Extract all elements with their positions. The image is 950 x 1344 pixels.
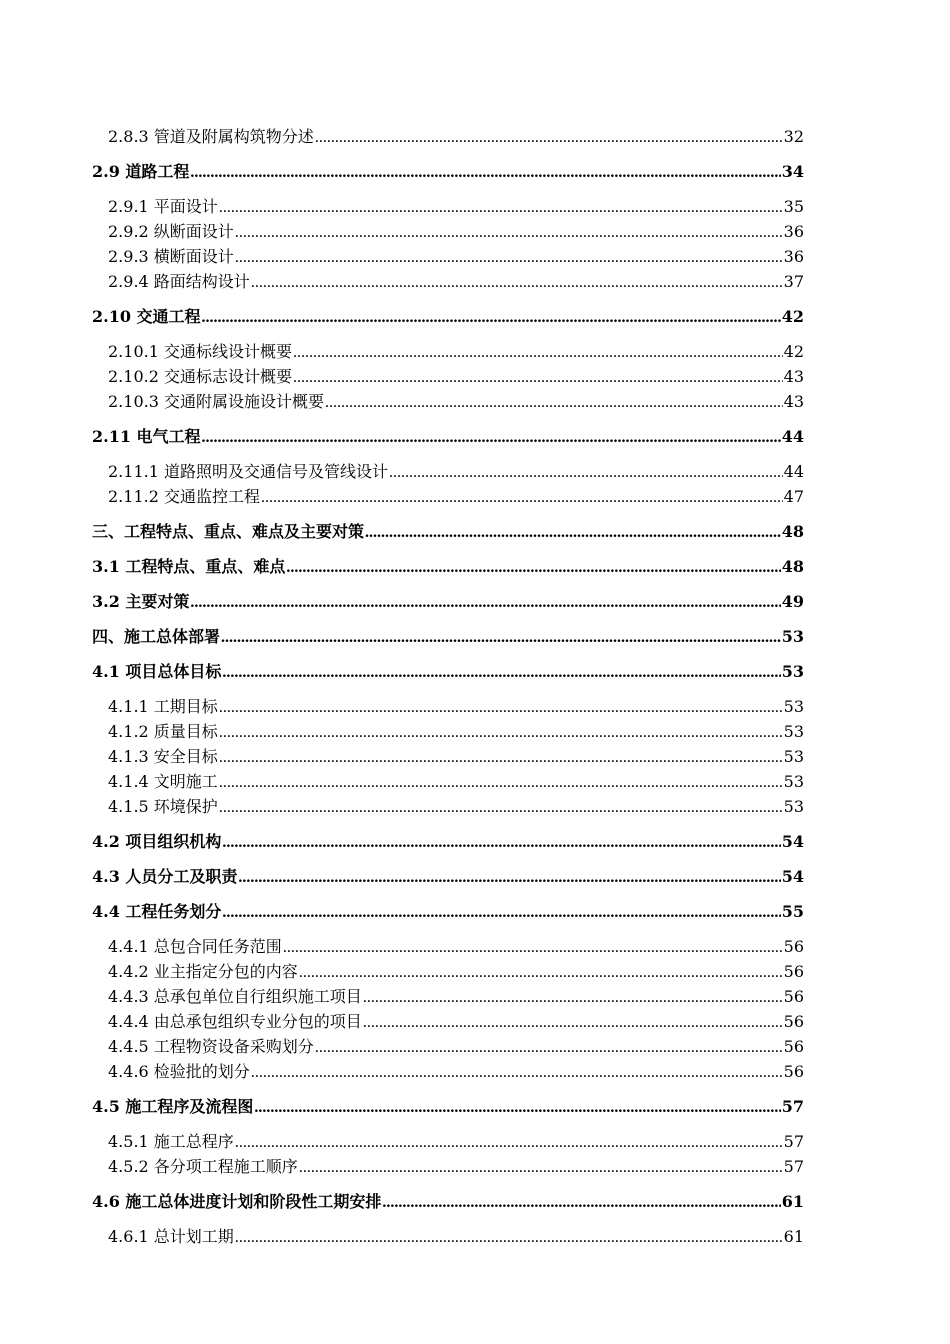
toc-heading-entry[interactable] xyxy=(92,864,804,889)
toc-page-number: 56 xyxy=(783,937,804,956)
dot-leader xyxy=(219,695,783,720)
dot-leader xyxy=(363,1010,783,1035)
dot-leader xyxy=(251,1060,783,1085)
toc-entry-title: 四、施工总体部署 xyxy=(92,627,221,646)
toc-subentry[interactable] xyxy=(92,1009,804,1034)
toc-subentry[interactable] xyxy=(92,744,804,769)
toc-entry-title: 2.11.2 交通监控工程 xyxy=(108,487,260,506)
toc-subentry[interactable] xyxy=(92,124,804,149)
toc-subentry[interactable] xyxy=(92,459,804,484)
dot-leader xyxy=(219,720,783,745)
toc-entry-title: 4.5 施工程序及流程图 xyxy=(92,1097,254,1116)
dot-leader xyxy=(219,795,783,820)
toc-page-number: 44 xyxy=(781,427,804,446)
toc-subentry[interactable] xyxy=(92,389,804,414)
table-of-contents xyxy=(92,124,804,1249)
toc-page-number: 54 xyxy=(781,832,804,851)
toc-entry-title: 2.8.3 管道及附属构筑物分述 xyxy=(108,127,314,146)
dot-leader xyxy=(254,1095,780,1120)
toc-subentry[interactable] xyxy=(92,694,804,719)
toc-subentry[interactable] xyxy=(92,984,804,1009)
toc-page-number: 53 xyxy=(783,697,804,716)
dot-leader xyxy=(325,390,783,415)
toc-page-number: 55 xyxy=(781,902,804,921)
toc-entry-title: 4.1.4 文明施工 xyxy=(108,772,218,791)
toc-entry-title: 2.11 电气工程 xyxy=(92,427,201,446)
toc-entry-title: 4.6 施工总体进度计划和阶段性工期安排 xyxy=(92,1192,382,1211)
dot-leader xyxy=(219,770,783,795)
toc-page-number: 53 xyxy=(783,772,804,791)
dot-leader xyxy=(382,1190,780,1215)
dot-leader xyxy=(222,830,780,855)
toc-page-number: 34 xyxy=(781,162,804,181)
toc-heading-entry[interactable] xyxy=(92,554,804,579)
toc-subentry[interactable] xyxy=(92,719,804,744)
toc-heading-entry[interactable] xyxy=(92,659,804,684)
toc-subentry[interactable] xyxy=(92,794,804,819)
toc-subentry[interactable] xyxy=(92,1034,804,1059)
dot-leader xyxy=(235,1225,783,1250)
toc-subentry[interactable] xyxy=(92,934,804,959)
toc-page-number: 56 xyxy=(783,1037,804,1056)
toc-page-number: 53 xyxy=(781,627,804,646)
toc-page-number: 48 xyxy=(781,557,804,576)
toc-page-number: 56 xyxy=(783,1012,804,1031)
toc-entry-title: 2.9.3 横断面设计 xyxy=(108,247,234,266)
toc-page-number: 43 xyxy=(783,392,804,411)
toc-subentry[interactable] xyxy=(92,1154,804,1179)
toc-page-number: 56 xyxy=(783,962,804,981)
toc-page-number: 57 xyxy=(783,1132,804,1151)
toc-page-number: 61 xyxy=(781,1192,804,1211)
dot-leader xyxy=(235,1130,783,1155)
dot-leader xyxy=(299,1155,783,1180)
dot-leader xyxy=(363,985,783,1010)
dot-leader xyxy=(261,485,783,510)
toc-entry-title: 4.1.2 质量目标 xyxy=(108,722,218,741)
dot-leader xyxy=(315,125,783,150)
dot-leader xyxy=(286,555,780,580)
toc-subentry[interactable] xyxy=(92,194,804,219)
dot-leader xyxy=(222,660,780,685)
toc-page-number: 47 xyxy=(783,487,804,506)
toc-page-number: 56 xyxy=(783,987,804,1006)
toc-heading-entry[interactable] xyxy=(92,1189,804,1214)
toc-page-number: 44 xyxy=(783,462,804,481)
dot-leader xyxy=(202,425,781,450)
toc-entry-title: 2.10.3 交通附属设施设计概要 xyxy=(108,392,324,411)
toc-heading-entry[interactable] xyxy=(92,304,804,329)
toc-entry-title: 3.1 工程特点、重点、难点 xyxy=(92,557,286,576)
toc-entry-title: 4.4.6 检验批的划分 xyxy=(108,1062,250,1081)
toc-page-number: 42 xyxy=(783,342,804,361)
toc-heading-entry[interactable] xyxy=(92,589,804,614)
toc-subentry[interactable] xyxy=(92,484,804,509)
dot-leader xyxy=(190,590,780,615)
toc-entry-title: 4.4.1 总包合同任务范围 xyxy=(108,937,282,956)
toc-subentry[interactable] xyxy=(92,959,804,984)
toc-entry-title: 2.10.1 交通标线设计概要 xyxy=(108,342,292,361)
dot-leader xyxy=(293,365,783,390)
toc-heading-entry[interactable] xyxy=(92,159,804,184)
toc-page-number: 54 xyxy=(781,867,804,886)
dot-leader xyxy=(219,195,783,220)
toc-page-number: 43 xyxy=(783,367,804,386)
dot-leader xyxy=(235,245,783,270)
dot-leader xyxy=(238,865,780,890)
toc-entry-title: 3.2 主要对策 xyxy=(92,592,190,611)
toc-entry-title: 4.4 工程任务划分 xyxy=(92,902,222,921)
toc-entry-title: 4.5.2 各分项工程施工顺序 xyxy=(108,1157,298,1176)
toc-subentry[interactable] xyxy=(92,1129,804,1154)
toc-entry-title: 2.10.2 交通标志设计概要 xyxy=(108,367,292,386)
toc-subentry[interactable] xyxy=(92,219,804,244)
toc-page-number: 49 xyxy=(781,592,804,611)
dot-leader xyxy=(235,220,783,245)
toc-page-number: 42 xyxy=(781,307,804,326)
toc-entry-title: 4.1.5 环境保护 xyxy=(108,797,218,816)
toc-heading-entry[interactable] xyxy=(92,829,804,854)
toc-page-number: 53 xyxy=(781,662,804,681)
toc-entry-title: 4.4.2 业主指定分包的内容 xyxy=(108,962,298,981)
dot-leader xyxy=(293,340,783,365)
toc-page-number: 35 xyxy=(783,197,804,216)
toc-page-number: 48 xyxy=(781,522,804,541)
toc-page-number: 37 xyxy=(783,272,804,291)
dot-leader xyxy=(221,625,781,650)
toc-page-number: 36 xyxy=(783,247,804,266)
toc-entry-title: 4.6.1 总计划工期 xyxy=(108,1227,234,1246)
toc-subentry[interactable] xyxy=(92,364,804,389)
dot-leader xyxy=(315,1035,783,1060)
toc-page-number: 56 xyxy=(783,1062,804,1081)
dot-leader xyxy=(202,305,781,330)
toc-subentry[interactable] xyxy=(92,769,804,794)
toc-subentry[interactable] xyxy=(92,269,804,294)
toc-heading-entry[interactable] xyxy=(92,519,804,544)
toc-page-number: 36 xyxy=(783,222,804,241)
toc-entry-title: 2.10 交通工程 xyxy=(92,307,201,326)
dot-leader xyxy=(365,520,781,545)
dot-leader xyxy=(219,745,783,770)
toc-entry-title: 4.4.3 总承包单位自行组织施工项目 xyxy=(108,987,362,1006)
toc-page-number: 53 xyxy=(783,797,804,816)
dot-leader xyxy=(389,460,783,485)
dot-leader xyxy=(222,900,780,925)
toc-page-number: 32 xyxy=(783,127,804,146)
toc-page-number: 53 xyxy=(783,722,804,741)
toc-subentry[interactable] xyxy=(92,244,804,269)
toc-entry-title: 4.2 项目组织机构 xyxy=(92,832,222,851)
toc-subentry[interactable] xyxy=(92,339,804,364)
toc-entry-title: 2.9.1 平面设计 xyxy=(108,197,218,216)
toc-page-number: 57 xyxy=(781,1097,804,1116)
dot-leader xyxy=(251,270,783,295)
toc-entry-title: 4.1.3 安全目标 xyxy=(108,747,218,766)
toc-entry-title: 4.3 人员分工及职责 xyxy=(92,867,238,886)
dot-leader xyxy=(283,935,783,960)
dot-leader xyxy=(190,160,780,185)
toc-entry-title: 2.9.2 纵断面设计 xyxy=(108,222,234,241)
toc-entry-title: 4.4.5 工程物资设备采购划分 xyxy=(108,1037,314,1056)
toc-entry-title: 2.9 道路工程 xyxy=(92,162,190,181)
toc-subentry[interactable] xyxy=(92,1224,804,1249)
toc-entry-title: 2.9.4 路面结构设计 xyxy=(108,272,250,291)
toc-entry-title: 2.11.1 道路照明及交通信号及管线设计 xyxy=(108,462,388,481)
toc-heading-entry[interactable] xyxy=(92,424,804,449)
toc-entry-title: 4.1 项目总体目标 xyxy=(92,662,222,681)
toc-page-number: 53 xyxy=(783,747,804,766)
toc-entry-title: 4.4.4 由总承包组织专业分包的项目 xyxy=(108,1012,362,1031)
toc-entry-title: 4.5.1 施工总程序 xyxy=(108,1132,234,1151)
toc-subentry[interactable] xyxy=(92,1059,804,1084)
dot-leader xyxy=(299,960,783,985)
toc-heading-entry[interactable] xyxy=(92,899,804,924)
toc-page-number: 61 xyxy=(783,1227,804,1246)
toc-entry-title: 三、工程特点、重点、难点及主要对策 xyxy=(92,522,365,541)
toc-page-number: 57 xyxy=(783,1157,804,1176)
toc-heading-entry[interactable] xyxy=(92,1094,804,1119)
toc-entry-title: 4.1.1 工期目标 xyxy=(108,697,218,716)
toc-heading-entry[interactable] xyxy=(92,624,804,649)
